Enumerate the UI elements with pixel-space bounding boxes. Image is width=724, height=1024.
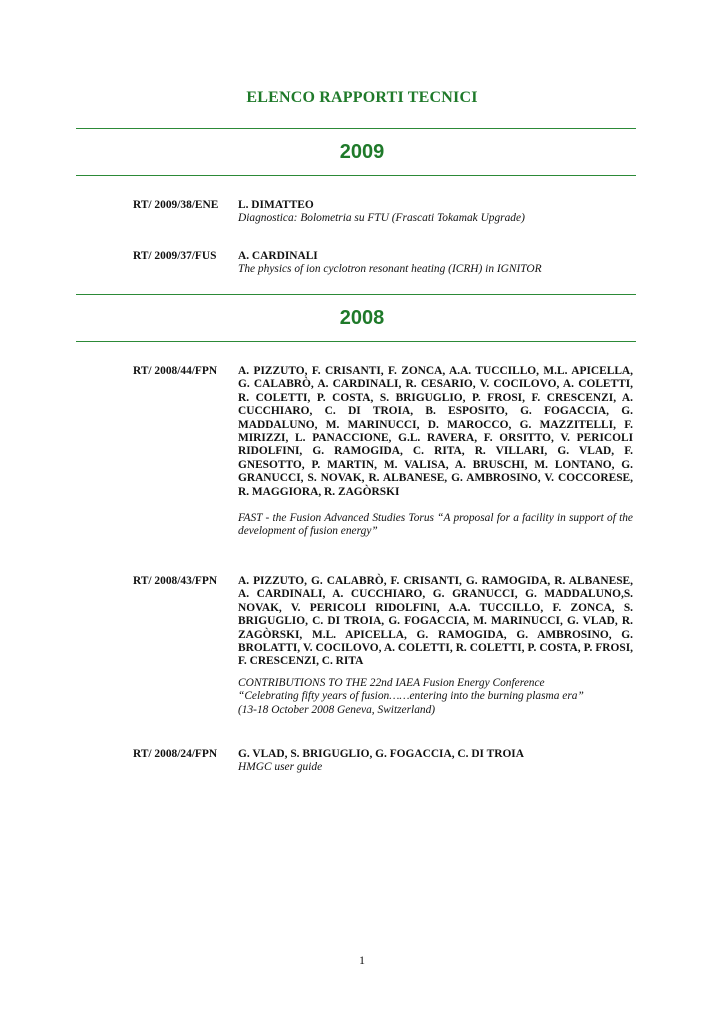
description-line: CONTRIBUTIONS TO THE 22nd IAEA Fusion Energy Conference xyxy=(238,676,545,689)
divider xyxy=(76,128,636,129)
report-code: RT/ 2009/37/FUS xyxy=(133,250,217,262)
report-code: RT/ 2008/44/FPN xyxy=(133,365,218,377)
report-entry xyxy=(133,365,633,539)
divider xyxy=(76,341,636,342)
report-description: Diagnostica: Bolometria su FTU (Frascati Tokamak Upgrade) xyxy=(238,212,525,225)
divider xyxy=(76,175,636,176)
report-authors: L. DIMATTEO xyxy=(238,199,314,211)
report-authors: A. CARDINALI xyxy=(238,250,318,262)
report-code: RT/ 2009/38/ENE xyxy=(133,199,219,211)
description-line: “Celebrating fifty years of fusion……entering into the burning plasma era” xyxy=(238,690,584,703)
report-authors: A. PIZZUTO, G. CALABRÒ, F. CRISANTI, G. RAMOGIDA, R. ALBANESE, A. CARDINALI, A. CUCCHIARO, G. GRANUCCI, G. MADDALUNO,S. NOVAK, V. PERICOLI RIDOLFINI, A.A. TUCCILLO, F. ZONCA, S. BRIGUGLIO, C. DI TROIA, G. FOGACCIA, M. MARINUCCI, G. VLAD, R. ZAGÒRSKI, M.L. APICELLA, G. RAMOGIDA, G. AMBROSINO, G. BROLATTI, V. COCILOVO, A. COLETTI, R. COLETTI, P. COSTA, P. FROSI, F. CRESCENZI, C. RITA xyxy=(238,575,633,668)
report-code: RT/ 2008/43/FPN xyxy=(133,575,218,587)
report-description: HMGC user guide xyxy=(238,761,323,774)
report-description xyxy=(238,677,633,717)
year-heading-2009: 2009 xyxy=(339,141,385,163)
report-entry xyxy=(133,250,633,277)
report-code: RT/ 2008/24/FPN xyxy=(133,748,218,760)
page-title: ELENCO RAPPORTI TECNICI xyxy=(246,89,478,106)
report-authors: G. VLAD, S. BRIGUGLIO, G. FOGACCIA, C. DI TROIA xyxy=(238,748,524,760)
divider xyxy=(76,294,636,295)
report-description: FAST - the Fusion Advanced Studies Torus “A proposal for a facility in support of the development of fusion energy” xyxy=(238,512,633,538)
description-line: (13-18 October 2008 Geneva, Switzerland) xyxy=(238,703,436,716)
report-authors: A. PIZZUTO, F. CRISANTI, F. ZONCA, A.A. TUCCILLO, M.L. APICELLA, G. CALABRÒ, A. CARDINALI, R. CESARIO, V. COCILOVO, A. COLETTI, R. COLETTI, P. COSTA, S. BRIGUGLIO, P. FROSI, F. CRESCENZI, A. CUCCHIARO, C. DI TROIA, B. ESPOSITO, G. FOGACCIA, G. MADDALUNO, M. MARINUCCI, D. MAROCCO, G. MAZZITELLI, F. MIRIZZI, L. PANACCIONE, G.L. RAVERA, F. ORSITTO, V. PERICOLI RIDOLFINI, G. RAMOGIDA, C. RITA, R. VILLARI, G. VLAD, F. GNESOTTO, P. MARTIN, M. VALISA, A. BRUSCHI, M. LONTANO, G. GRANUCCI, S. NOVAK, R. ALBANESE, G. AMBROSINO, V. COCCORESE, R. MAGGIORA, R. ZAGÒRSKI xyxy=(238,365,633,498)
page-number: 1 xyxy=(359,953,365,967)
year-heading-2008: 2008 xyxy=(339,307,385,329)
report-description: The physics of ion cyclotron resonant heating (ICRH) in IGNITOR xyxy=(238,263,542,276)
report-entry xyxy=(133,199,633,226)
report-entry xyxy=(133,575,633,717)
report-entry xyxy=(133,748,633,775)
